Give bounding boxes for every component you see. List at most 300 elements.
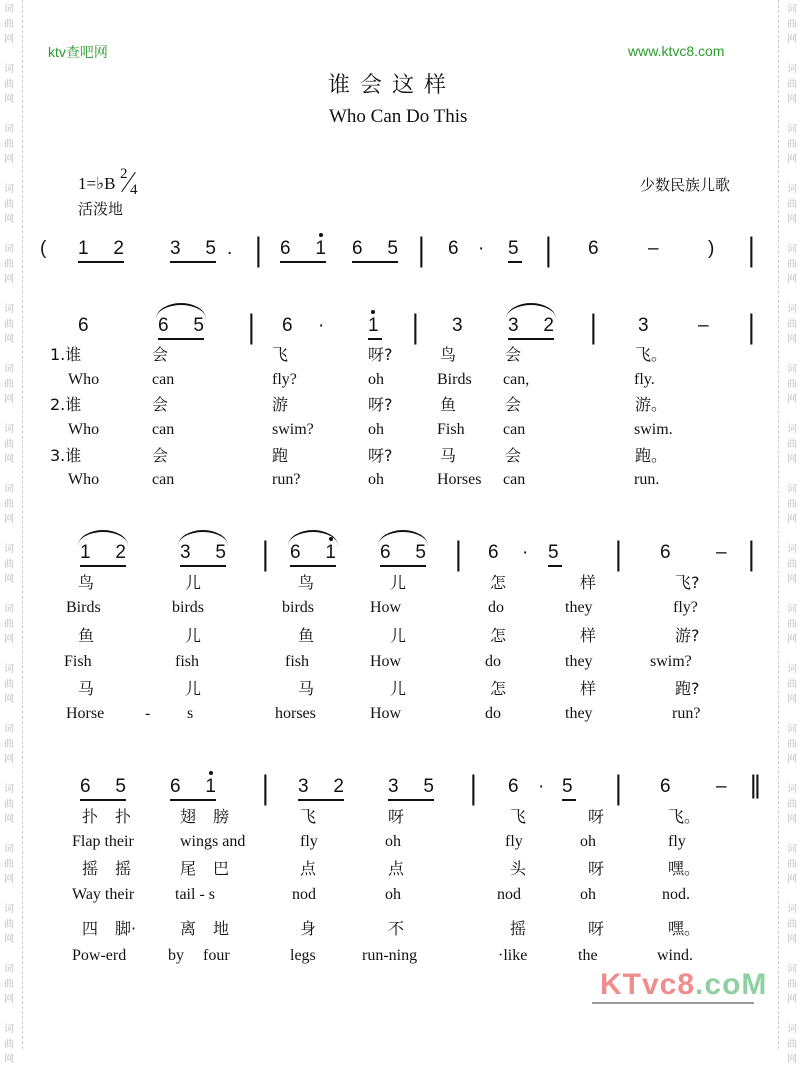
lyric-word: birds bbox=[282, 599, 314, 616]
lyric-word: nod bbox=[497, 886, 521, 903]
side-watermark-group bbox=[3, 1022, 15, 1067]
lyric-word: 膀 bbox=[213, 807, 230, 826]
watermark-char: 词 bbox=[787, 844, 797, 855]
lyric-word: swim. bbox=[634, 421, 673, 438]
lyric-word: 脚· bbox=[115, 919, 137, 938]
lyric-word: 点 bbox=[300, 859, 317, 878]
watermark-char: 词 bbox=[4, 424, 14, 435]
note: 6 bbox=[282, 315, 293, 336]
logo-part-b: .coM bbox=[695, 968, 768, 1001]
lyric-word: Who bbox=[68, 471, 100, 488]
side-watermark-group bbox=[3, 542, 15, 587]
logo-part-a: KTvc8 bbox=[600, 968, 696, 1001]
lyric-word: fly? bbox=[673, 599, 698, 616]
watermark-char: 网 bbox=[4, 394, 14, 405]
watermark-char: 网 bbox=[787, 514, 797, 525]
song-origin: 少数民族儿歌 bbox=[640, 176, 731, 194]
lyric-word: they bbox=[565, 705, 593, 722]
note: – bbox=[716, 776, 727, 797]
note-group bbox=[298, 776, 344, 801]
watermark-char: 词 bbox=[4, 244, 14, 255]
watermark-char: 词 bbox=[787, 64, 797, 75]
side-watermark-group bbox=[786, 182, 798, 227]
watermark-char: 曲 bbox=[4, 139, 14, 150]
watermark-char: 词 bbox=[4, 904, 14, 915]
lyric-word: 呀? bbox=[368, 395, 393, 414]
note-group bbox=[80, 776, 126, 801]
note-group bbox=[180, 542, 226, 567]
side-watermark-group bbox=[3, 122, 15, 167]
side-watermark-group bbox=[786, 542, 798, 587]
watermark-char: 网 bbox=[4, 514, 14, 525]
lyric-word: fly? bbox=[272, 371, 297, 388]
lyric-word: How bbox=[370, 653, 402, 670]
lyric-word: horses bbox=[275, 705, 316, 722]
lyric-word: swim? bbox=[650, 653, 692, 670]
side-watermark-group bbox=[3, 62, 15, 107]
lyric-word: 头 bbox=[510, 859, 527, 878]
lyric-word: oh bbox=[368, 371, 384, 388]
note-group bbox=[368, 315, 382, 340]
lyric-word: 巴 bbox=[213, 859, 230, 878]
watermark-char: 网 bbox=[4, 934, 14, 945]
note-group bbox=[562, 776, 576, 801]
watermark-char: 词 bbox=[4, 544, 14, 555]
lyric-word: 儿 bbox=[390, 626, 407, 645]
watermark-char: 曲 bbox=[4, 19, 14, 30]
note: 2 bbox=[115, 542, 126, 563]
watermark-char: 曲 bbox=[787, 859, 797, 870]
watermark-char: 曲 bbox=[4, 499, 14, 510]
lyric-word: 游? bbox=[675, 626, 700, 645]
lyric-word: 不 bbox=[388, 919, 405, 938]
note: 1 bbox=[205, 776, 216, 797]
watermark-char: 网 bbox=[4, 334, 14, 345]
lyric-word: 会 bbox=[152, 395, 169, 414]
note-group bbox=[380, 542, 426, 567]
bar-line: | bbox=[255, 229, 262, 269]
watermark-char: 词 bbox=[4, 604, 14, 615]
bar-line: ‖ bbox=[750, 767, 761, 807]
watermark-char: 词 bbox=[4, 484, 14, 495]
lyric-word: Fish bbox=[64, 653, 92, 670]
lyric-word: do bbox=[485, 705, 501, 722]
side-watermark-group bbox=[786, 302, 798, 347]
watermark-char: 词 bbox=[787, 484, 797, 495]
watermark-char: 曲 bbox=[787, 319, 797, 330]
lyric-word: 样 bbox=[580, 573, 597, 592]
lyric-word: 摇 bbox=[82, 859, 99, 878]
note: 1 bbox=[325, 542, 336, 563]
side-watermark-group bbox=[3, 782, 15, 827]
watermark-char: 曲 bbox=[4, 619, 14, 630]
watermark-char: 网 bbox=[787, 394, 797, 405]
watermark-char: 曲 bbox=[787, 739, 797, 750]
watermark-char: 词 bbox=[4, 124, 14, 135]
lyric-word: 呀 bbox=[588, 859, 605, 878]
watermark-char: 词 bbox=[787, 604, 797, 615]
lyric-word: 2.谁 bbox=[50, 395, 82, 414]
watermark-char: 曲 bbox=[787, 139, 797, 150]
note-group bbox=[352, 238, 398, 263]
lyric-word: oh bbox=[385, 886, 401, 903]
lyric-word: 样 bbox=[580, 679, 597, 698]
note: 6 bbox=[660, 542, 671, 563]
note: 3 bbox=[298, 776, 309, 797]
lyric-word: 马 bbox=[78, 679, 95, 698]
note: 3 bbox=[388, 776, 399, 797]
watermark-char: 曲 bbox=[787, 1039, 797, 1050]
left-margin-line bbox=[22, 0, 23, 1049]
watermark-char: 词 bbox=[787, 544, 797, 555]
watermark-char: 网 bbox=[4, 754, 14, 765]
lyric-word: Who bbox=[68, 421, 100, 438]
note: 5 bbox=[387, 238, 398, 259]
watermark-char: 曲 bbox=[4, 739, 14, 750]
watermark-char: 词 bbox=[787, 184, 797, 195]
side-watermark-group bbox=[3, 2, 15, 47]
bar-line: | bbox=[615, 767, 622, 807]
watermark-char: 曲 bbox=[787, 19, 797, 30]
note-group bbox=[158, 315, 204, 340]
note: 2 bbox=[333, 776, 344, 797]
watermark-char: 网 bbox=[787, 874, 797, 885]
lyric-word: 摇 bbox=[510, 919, 527, 938]
lyric-word: oh bbox=[368, 421, 384, 438]
note: · bbox=[538, 776, 545, 797]
lyric-word: Horse bbox=[66, 705, 105, 722]
lyric-word: 扑 bbox=[82, 807, 99, 826]
lyric-word: 儿 bbox=[390, 573, 407, 592]
watermark-char: 曲 bbox=[787, 259, 797, 270]
lyric-word: How bbox=[370, 599, 402, 616]
lyric-word: 会 bbox=[152, 446, 169, 465]
lyric-word: they bbox=[565, 653, 593, 670]
note-group bbox=[508, 315, 554, 340]
lyric-word: 呀 bbox=[388, 807, 405, 826]
watermark-char: 网 bbox=[4, 634, 14, 645]
note: 5 bbox=[562, 776, 573, 797]
side-watermark-group bbox=[3, 182, 15, 227]
watermark-char: 网 bbox=[787, 1054, 797, 1065]
watermark-char: 曲 bbox=[787, 199, 797, 210]
lyric-word: wind. bbox=[657, 947, 693, 964]
watermark-char: 曲 bbox=[4, 319, 14, 330]
lyric-word: 样 bbox=[580, 626, 597, 645]
watermark-char: 网 bbox=[787, 934, 797, 945]
note: · bbox=[478, 238, 485, 259]
bar-line: | bbox=[615, 533, 622, 573]
note: 3 bbox=[452, 315, 463, 336]
lyric-word: 飞。 bbox=[635, 345, 668, 364]
note: . bbox=[227, 238, 233, 259]
note: 6 bbox=[448, 238, 459, 259]
watermark-char: 网 bbox=[4, 814, 14, 825]
lyric-word: 鸟 bbox=[78, 573, 95, 592]
lyric-word: ·like bbox=[498, 947, 528, 964]
note: 3 bbox=[180, 542, 191, 563]
note: 3 bbox=[638, 315, 649, 336]
note: 6 bbox=[660, 776, 671, 797]
watermark-char: 词 bbox=[787, 124, 797, 135]
note: 5 bbox=[423, 776, 434, 797]
watermark-char: 曲 bbox=[4, 679, 14, 690]
lyric-word: 会 bbox=[152, 345, 169, 364]
lyric-word: the bbox=[578, 947, 598, 964]
lyric-word: 鱼 bbox=[298, 626, 315, 645]
song-title-english: Who Can Do This bbox=[329, 106, 468, 127]
lyric-word: wings and bbox=[180, 833, 246, 850]
lyric-word: fly bbox=[505, 833, 523, 850]
note: 1 bbox=[80, 542, 91, 563]
lyric-word: 飞 bbox=[300, 807, 317, 826]
lyric-word: Fish bbox=[437, 421, 465, 438]
note: 5 bbox=[548, 542, 559, 563]
note: · bbox=[522, 542, 529, 563]
lyric-word: - bbox=[145, 705, 151, 722]
watermark-char: 网 bbox=[4, 874, 14, 885]
bar-line: | bbox=[470, 767, 477, 807]
watermark-char: 网 bbox=[4, 454, 14, 465]
watermark-char: 网 bbox=[4, 94, 14, 105]
bar-line: | bbox=[590, 306, 597, 346]
watermark-char: 曲 bbox=[4, 559, 14, 570]
side-watermark-group bbox=[3, 422, 15, 467]
lyric-word: fly bbox=[668, 833, 686, 850]
side-watermark-group bbox=[3, 362, 15, 407]
song-title: 谁会这样 bbox=[328, 73, 457, 98]
lyric-word: 跑? bbox=[675, 679, 700, 698]
side-watermark-group bbox=[3, 302, 15, 347]
note-group bbox=[548, 542, 562, 567]
watermark-char: 曲 bbox=[4, 379, 14, 390]
note-group bbox=[80, 542, 126, 567]
watermark-char: 网 bbox=[787, 574, 797, 585]
note-group bbox=[170, 776, 216, 801]
note: 6 bbox=[380, 542, 391, 563]
watermark-char: 词 bbox=[787, 1024, 797, 1035]
lyric-word: s bbox=[187, 705, 194, 722]
watermark-char: 词 bbox=[787, 364, 797, 375]
lyric-word: 1.谁 bbox=[50, 345, 82, 364]
lyric-word: 呀? bbox=[368, 446, 393, 465]
watermark-char: 曲 bbox=[4, 859, 14, 870]
watermark-char: 曲 bbox=[787, 679, 797, 690]
watermark-char: 网 bbox=[4, 1054, 14, 1065]
watermark-char: 网 bbox=[4, 694, 14, 705]
lyric-word: 游 bbox=[272, 395, 289, 414]
time-top: 2 bbox=[120, 166, 128, 182]
note: 5 bbox=[205, 238, 216, 259]
watermark-char: 词 bbox=[787, 244, 797, 255]
note: ) bbox=[708, 238, 715, 259]
side-watermark-group bbox=[786, 362, 798, 407]
note: 1 bbox=[315, 238, 326, 259]
watermark-char: 词 bbox=[4, 784, 14, 795]
bar-line: | bbox=[262, 533, 269, 573]
note: 2 bbox=[113, 238, 124, 259]
watermark-char: 词 bbox=[4, 844, 14, 855]
side-watermark-group bbox=[786, 662, 798, 707]
watermark-char: 词 bbox=[4, 1024, 14, 1035]
bar-line: | bbox=[412, 306, 419, 346]
note: 3 bbox=[170, 238, 181, 259]
bar-line: | bbox=[545, 229, 552, 269]
watermark-char: 词 bbox=[4, 184, 14, 195]
watermark-char: 词 bbox=[787, 724, 797, 735]
lyric-word: 会 bbox=[505, 345, 522, 364]
lyric-word: 翅 bbox=[180, 807, 197, 826]
lyric-word: 怎 bbox=[490, 573, 507, 592]
note-group bbox=[280, 238, 326, 263]
lyric-word: Who bbox=[68, 371, 100, 388]
lyric-word: 呀 bbox=[588, 919, 605, 938]
watermark-char: 词 bbox=[4, 64, 14, 75]
note: 6 bbox=[508, 776, 519, 797]
side-watermark-group bbox=[786, 2, 798, 47]
side-watermark-group bbox=[786, 782, 798, 827]
note: 5 bbox=[508, 238, 519, 259]
watermark-char: 词 bbox=[4, 304, 14, 315]
lyric-word: legs bbox=[290, 947, 316, 964]
lyric-word: 会 bbox=[505, 446, 522, 465]
lyric-word: 扑 bbox=[115, 807, 132, 826]
lyric-word: 儿 bbox=[390, 679, 407, 698]
watermark-char: 曲 bbox=[4, 919, 14, 930]
watermark-char: 词 bbox=[787, 664, 797, 675]
lyric-word: 马 bbox=[298, 679, 315, 698]
lyric-word: 身 bbox=[300, 919, 317, 938]
lyric-word: run? bbox=[272, 471, 301, 488]
site-name-left[interactable]: ktv查吧网 bbox=[48, 44, 108, 60]
note: 6 bbox=[78, 315, 89, 336]
note: · bbox=[318, 315, 325, 336]
side-watermark-group bbox=[786, 722, 798, 767]
watermark-char: 曲 bbox=[4, 979, 14, 990]
watermark-char: 曲 bbox=[4, 79, 14, 90]
lyric-word: can bbox=[152, 471, 175, 488]
watermark-char: 网 bbox=[787, 454, 797, 465]
lyric-word: oh bbox=[580, 833, 596, 850]
time-bottom: 4 bbox=[130, 182, 138, 198]
lyric-word: oh bbox=[368, 471, 384, 488]
watermark-char: 网 bbox=[787, 994, 797, 1005]
watermark-char: 网 bbox=[787, 814, 797, 825]
site-url-right[interactable]: www.ktvc8.com bbox=[628, 43, 725, 59]
watermark-char: 曲 bbox=[4, 799, 14, 810]
note-group bbox=[508, 238, 522, 263]
watermark-char: 曲 bbox=[787, 79, 797, 90]
bar-line: | bbox=[748, 306, 755, 346]
lyric-word: fly bbox=[300, 833, 318, 850]
note: 6 bbox=[588, 238, 599, 259]
side-watermark-group bbox=[786, 1022, 798, 1067]
key-signature: 1=♭B bbox=[78, 174, 116, 193]
watermark-char: 网 bbox=[787, 214, 797, 225]
note-group bbox=[78, 238, 124, 263]
watermark-char: 网 bbox=[4, 274, 14, 285]
note-group bbox=[170, 238, 216, 263]
lyric-word: 鱼 bbox=[440, 395, 457, 414]
lyric-word: 嘿。 bbox=[668, 919, 701, 938]
right-margin-line bbox=[778, 0, 779, 1049]
lyric-word: 怎 bbox=[490, 679, 507, 698]
note: – bbox=[716, 542, 727, 563]
note: ( bbox=[40, 238, 47, 259]
lyric-word: Birds bbox=[437, 371, 472, 388]
lyric-word: 怎 bbox=[490, 626, 507, 645]
lyric-word: fish bbox=[175, 653, 199, 670]
watermark-char: 网 bbox=[787, 154, 797, 165]
lyric-word: 四 bbox=[82, 919, 99, 938]
lyric-word: they bbox=[565, 599, 593, 616]
lyric-word: 呀? bbox=[368, 345, 393, 364]
side-watermark-group bbox=[786, 242, 798, 287]
lyric-word: How bbox=[370, 705, 402, 722]
watermark-char: 网 bbox=[787, 274, 797, 285]
note: 5 bbox=[115, 776, 126, 797]
lyric-word: 儿 bbox=[185, 573, 202, 592]
watermark-char: 网 bbox=[4, 34, 14, 45]
lyric-word: fly. bbox=[634, 371, 655, 388]
watermark-char: 曲 bbox=[787, 919, 797, 930]
lyric-word: Pow-erd bbox=[72, 947, 127, 964]
note: 5 bbox=[193, 315, 204, 336]
watermark-char: 曲 bbox=[787, 619, 797, 630]
watermark-char: 曲 bbox=[4, 259, 14, 270]
bar-line: | bbox=[262, 767, 269, 807]
watermark-char: 曲 bbox=[787, 559, 797, 570]
watermark-char: 网 bbox=[4, 154, 14, 165]
lyric-word: 儿 bbox=[185, 679, 202, 698]
lyric-word: Horses bbox=[437, 471, 482, 488]
watermark-char: 网 bbox=[787, 334, 797, 345]
lyric-word: oh bbox=[385, 833, 401, 850]
lyric-word: 尾 bbox=[180, 859, 197, 878]
watermark-char: 曲 bbox=[787, 979, 797, 990]
side-watermark-group bbox=[3, 722, 15, 767]
watermark-char: 曲 bbox=[787, 799, 797, 810]
lyric-word: 呀 bbox=[588, 807, 605, 826]
note: 6 bbox=[80, 776, 91, 797]
watermark-char: 词 bbox=[787, 304, 797, 315]
watermark-char: 网 bbox=[4, 994, 14, 1005]
watermark-char: 曲 bbox=[4, 199, 14, 210]
side-watermark-group bbox=[786, 62, 798, 107]
note-group bbox=[290, 542, 336, 567]
side-watermark-group bbox=[3, 902, 15, 947]
lyric-word: do bbox=[488, 599, 504, 616]
lyric-word: 鱼 bbox=[78, 626, 95, 645]
lyric-word: run. bbox=[634, 471, 660, 488]
lyric-word: 点 bbox=[388, 859, 405, 878]
lyric-word: can bbox=[152, 421, 175, 438]
watermark-char: 网 bbox=[787, 634, 797, 645]
note: 6 bbox=[280, 238, 291, 259]
lyric-word: 地 bbox=[213, 919, 230, 938]
lyric-word: four bbox=[203, 947, 230, 964]
lyric-word: 跑。 bbox=[635, 446, 668, 465]
lyric-word: run? bbox=[672, 705, 701, 722]
side-watermark-group bbox=[3, 242, 15, 287]
lyric-word: nod. bbox=[662, 886, 690, 903]
watermark-char: 曲 bbox=[4, 1039, 14, 1050]
watermark-char: 曲 bbox=[787, 439, 797, 450]
lyric-word: run-ning bbox=[362, 947, 418, 964]
note: 2 bbox=[543, 315, 554, 336]
side-watermark-group bbox=[3, 962, 15, 1007]
watermark-char: 网 bbox=[787, 694, 797, 705]
